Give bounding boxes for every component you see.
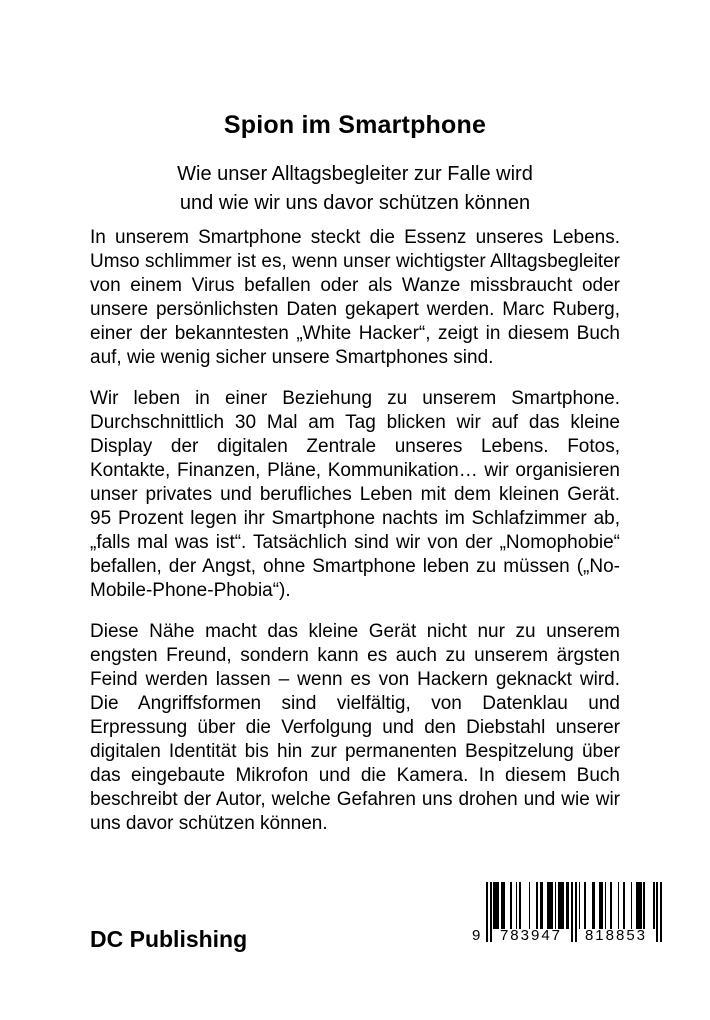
barcode-bar (610, 882, 612, 929)
barcode-bar (566, 882, 570, 929)
blurb-paragraph-3: Diese Nähe macht das kleine Gerät nicht nur zu unserem engsten Freund, sondern kann es auch zu unserem ärgsten Feind werden lassen – wenn es von Hackern geknackt wird. Die Angriffsformen sind vielfältig, von Datenklau und Erpressung über die Verfolgung und den Diebstahl unserer digitalen Identität bis hin zur permanenten Bespitzelung über das eingebaute Mikrofon und die Kamera. In diesem Buch beschreibt der Autor, welche Gefahren uns drohen und wie wir uns davor schützen können. (90, 621, 620, 834)
publisher-name: DC Publishing (90, 926, 248, 952)
isbn-digits-right-group: 818853 (584, 927, 648, 944)
barcode-bar (660, 882, 662, 942)
barcode-bar (529, 882, 531, 929)
barcode-bar (571, 882, 573, 942)
book-subtitle (0, 160, 710, 218)
barcode-bar (623, 882, 625, 929)
barcode-bar (490, 882, 492, 942)
subtitle-line-1: Wie unser Alltagsbegleiter zur Falle wird (177, 163, 533, 185)
barcode-bar (516, 882, 518, 929)
barcode-bar (653, 882, 655, 929)
barcode-bar (584, 882, 586, 929)
isbn-digit-leading: 9 (472, 927, 481, 944)
barcode-bar (599, 882, 603, 929)
barcode-bar (643, 882, 645, 929)
barcode-bar (555, 882, 557, 929)
barcode-bar (592, 882, 596, 929)
barcode-bar (605, 882, 607, 929)
book-title: Spion im Smartphone (223, 111, 487, 139)
barcode-bar (510, 882, 512, 929)
barcode-bar (486, 882, 488, 942)
blurb-paragraph-1: In unserem Smartphone steckt die Essenz unseres Lebens. Umso schlimmer ist es, wenn unser wichtigster Alltagsbegleiter von einem Virus befallen oder als Wanze missbraucht oder unsere persönlichsten Daten gekapert werden. Marc Ruberg, einer der bekanntesten „White Hacker“, zeigt in diesem Buch auf, wie wenig sicher unsere Smartphones sind. (90, 227, 620, 368)
barcode-bar (656, 882, 658, 942)
barcode-bar (540, 882, 544, 929)
barcode-bar (631, 882, 633, 929)
isbn-barcode (472, 882, 662, 946)
isbn-digits-left-group: 783947 (499, 927, 563, 944)
barcode-bar (501, 882, 505, 929)
barcode-bar (575, 882, 577, 942)
subtitle-line-2: und wie wir uns davor schützen können (179, 192, 531, 214)
barcode-bar (636, 882, 642, 929)
blurb-text (90, 226, 620, 853)
barcode-bar (618, 882, 620, 929)
barcode-bar (519, 882, 521, 929)
barcode-bar (579, 882, 581, 929)
barcode-bar (493, 882, 499, 929)
barcode-bar (547, 882, 553, 929)
barcode-bar (536, 882, 538, 929)
barcode-bar (558, 882, 564, 929)
blurb-paragraph-2: Wir leben in einer Beziehung zu unserem Smartphone. Durchschnittlich 30 Mal am Tag blicken wir auf das kleine Display der digitalen Zentrale unseres Lebens. Fotos, Kontakte, Finanzen, Pläne, Kommunikation… wir organisieren unser privates und berufliches Leben mit dem kleinen Gerät. 95 Prozent legen ihr Smartphone nachts im Schlafzimmer ab, „falls mal was ist“. Tatsächlich sind wir von der „Nomophobie“ befallen, der Angst, ohne Smartphone leben zu müssen („No-Mobile-Phone-Phobia“). (90, 388, 620, 601)
